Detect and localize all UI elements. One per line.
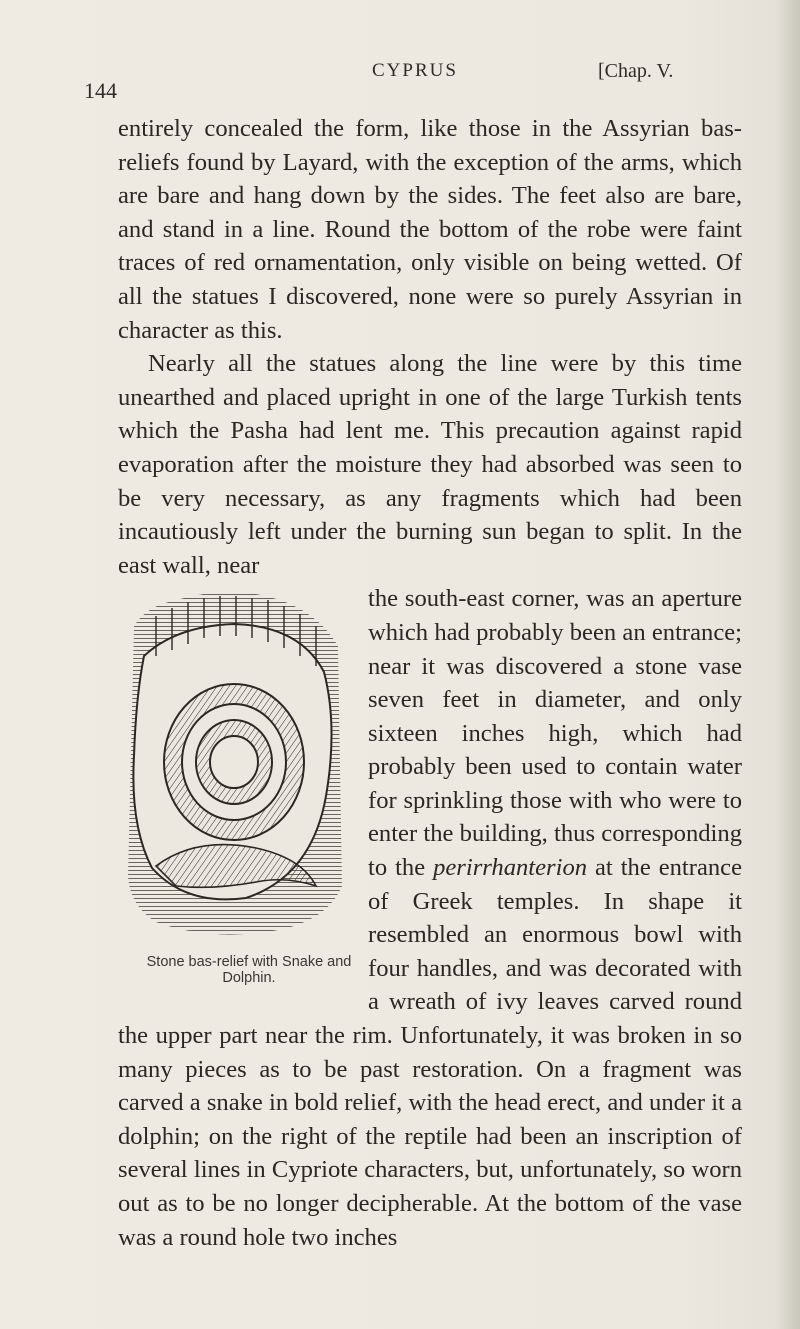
caption-line-1: Stone bas-relief with Snake and — [146, 954, 352, 971]
page-edge — [774, 0, 800, 1329]
figure-caption — [116, 954, 352, 986]
paragraph-2-text-a: the south-east corner, was an aperture which had probably been an entrance; near it was discovered a stone vase seven feet in diameter, and only sixteen inches high, which had probably been used to contain water for sprinkling those with who were to enter the building, thus corresponding to the — [368, 585, 742, 882]
paragraph-2-italic-term: perirrhanterion — [433, 854, 588, 882]
body-text — [118, 112, 742, 1254]
running-header — [0, 60, 800, 103]
running-title: CYPRUS — [372, 60, 458, 81]
snake-dolphin-engraving — [116, 586, 352, 940]
figure — [116, 586, 354, 1014]
chapter-label: [Chap. V. — [598, 60, 674, 82]
page-number: 144 — [84, 78, 117, 103]
caption-line-2: Dolphin. — [222, 970, 276, 987]
paragraph-1: entirely concealed the form, like those in the Assyrian bas-reliefs found by Layard, with the exception of the arms, which are bare and hang down by the sides. The feet also are bare, and stand in a line. Round the bottom of the robe were faint traces of red ornamentation, only visible on being wetted. Of all the statues I discovered, none were so purely Assyrian in character as this. — [118, 115, 742, 344]
paragraph-2-text-b: at the entrance of Greek temples. In shape it resembled an enormous bowl with four handles, and was decorated with a wreath of ivy leaves carved round the upper part near the rim. Unfortunately, it was broken in so many pieces as to be past restoration. On a fragment was carved a snake in bold relief, with the head erect, and under it a dolphin; on the right of the reptile had been an inscription of several lines in Cypriote characters, but, unfortunately, so worn out as to be no longer decipherable. At the bottom of the vase was a round hole two inches — [118, 854, 742, 1251]
paragraph-2-text-a-lead: Nearly all the statues along the line were by this time unearthed and placed upright in one of the large Turkish tents which the Pasha had lent me. This precaution against rapid evaporation after the moisture they had absorbed was seen to be very necessary, as any fragments which had been incautiously left under the burning sun began to split. In the east wall, near — [118, 350, 742, 579]
paragraph-2 — [118, 347, 742, 1254]
